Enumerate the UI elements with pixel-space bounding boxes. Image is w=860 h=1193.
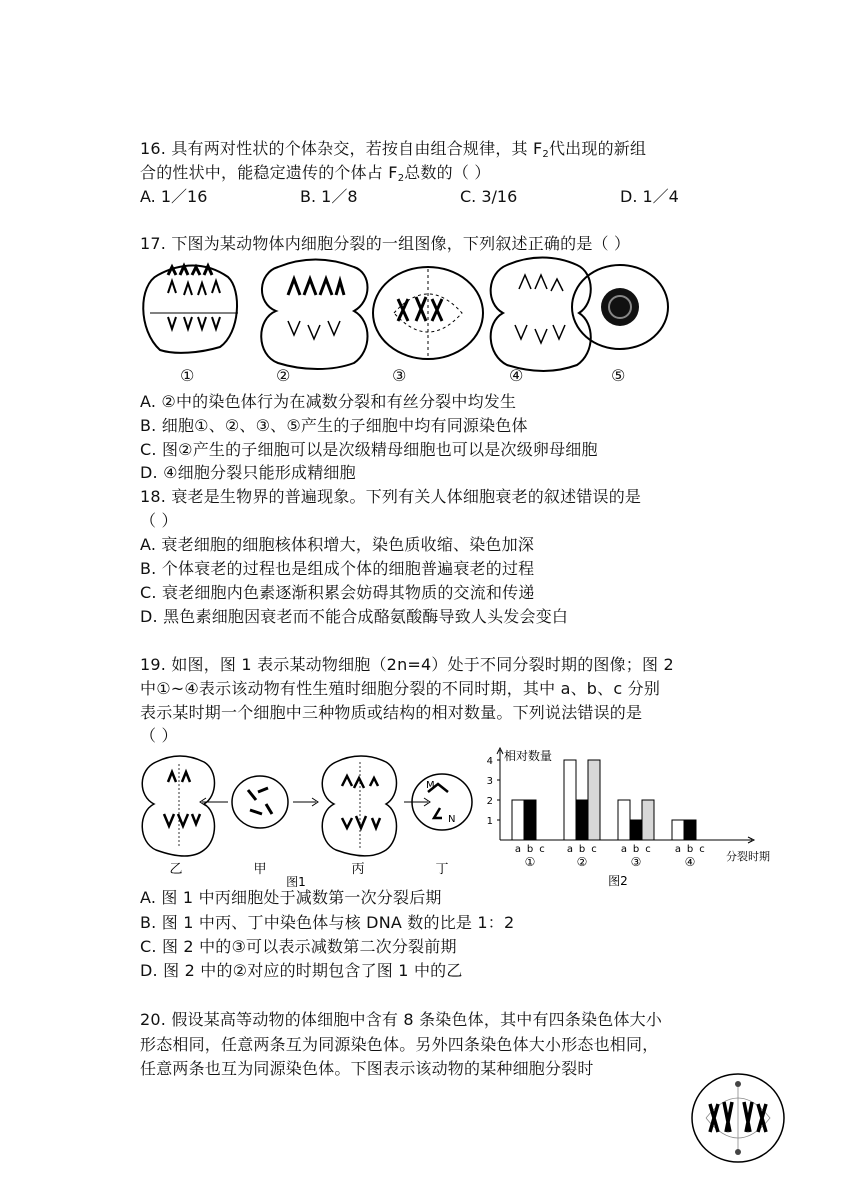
q17-option-b: B. 细胞①、②、③、⑤产生的子细胞中均有同源染色体 bbox=[140, 416, 528, 435]
q18-option-c: C. 衰老细胞内色素逐渐积累会妨碍其物质的交流和传递 bbox=[140, 583, 535, 602]
q16-line-1: 16. 具有两对性状的个体杂交，若按自由组合规律，其 $F_2$代出现的新组 bbox=[140, 139, 647, 160]
cell-label-jia: 甲 bbox=[253, 862, 267, 877]
q16-option-d: D. 1／4 bbox=[620, 187, 679, 206]
category-label-4: ④ bbox=[684, 855, 696, 869]
q18-stem-2: （ ） bbox=[140, 511, 178, 530]
category-label-2: ② bbox=[576, 855, 588, 869]
subcategory-label-c-2: c bbox=[591, 844, 597, 855]
subcategory-label-b-1: b bbox=[526, 844, 534, 855]
q20-cell-figure bbox=[688, 1068, 788, 1168]
bar-b-3 bbox=[630, 820, 642, 840]
q19-stem-1: 19. 如图，图 1 表示某动物细胞（2n=4）处于不同分裂时期的图像；图 2 bbox=[140, 655, 674, 674]
subcategory-label-a-1: a bbox=[514, 844, 522, 855]
chart-xlabel: 分裂时期 bbox=[726, 850, 770, 863]
subcategory-label-a-2: a bbox=[566, 844, 574, 855]
q20-line-1: 20. 假设某高等动物的体细胞中含有 8 条染色体，其中有四条染色体大小 bbox=[140, 1010, 663, 1029]
q19-stem-4: （ ） bbox=[140, 726, 178, 745]
bar-a-4 bbox=[672, 820, 684, 840]
cell-yi-image bbox=[142, 756, 214, 856]
q18-stem-1: 18. 衰老是生物界的普遍现象。下列有关人体细胞衰老的叙述错误的是 bbox=[140, 487, 642, 506]
bar-a-1 bbox=[512, 800, 524, 840]
category-label-3: ③ bbox=[630, 855, 642, 869]
bar-b-1 bbox=[524, 800, 536, 840]
bar-c-2 bbox=[588, 760, 600, 840]
cell-4-image bbox=[491, 258, 591, 372]
q17-stem: 17. 下图为某动物体内细胞分裂的一组图像，下列叙述正确的是（ ） bbox=[140, 234, 631, 253]
cell-1-image bbox=[143, 266, 238, 353]
chart-ylabel: 相对数量 bbox=[504, 749, 553, 763]
cell-label-1: ① bbox=[180, 366, 195, 385]
mark-n: N bbox=[448, 814, 456, 825]
q17-option-c: C. 图②产生的子细胞可以是次级精母细胞也可以是次级卵母细胞 bbox=[140, 440, 598, 459]
cell-label-5: ⑤ bbox=[611, 366, 626, 385]
bar-a-2 bbox=[564, 760, 576, 840]
q19-option-b: B. 图 1 中丙、丁中染色体与核 DNA 数的比是 1：2 bbox=[140, 913, 515, 932]
cell-2-image bbox=[261, 260, 367, 370]
mark-m: M bbox=[426, 780, 435, 791]
cell-label-yi: 乙 bbox=[169, 862, 183, 877]
q20-line-2: 形态相同，任意两条互为同源染色体。另外四条染色体大小形态也相同， bbox=[140, 1035, 659, 1054]
bar-b-4 bbox=[684, 820, 696, 840]
y-tick-label-2: 2 bbox=[486, 796, 493, 807]
q19-stem-3: 表示某时期一个细胞中三种物质或结构的相对数量。下列说法错误的是 bbox=[140, 703, 643, 722]
bar-b-2 bbox=[576, 800, 588, 840]
q19-figure-2-chart bbox=[480, 742, 780, 892]
subcategory-label-b-4: b bbox=[686, 844, 694, 855]
q19-figure-1 bbox=[138, 752, 478, 887]
figure-1-caption: 图1 bbox=[286, 875, 306, 887]
q19-option-c: C. 图 2 中的③可以表示减数第二次分裂前期 bbox=[140, 937, 457, 956]
y-tick-label-3: 3 bbox=[486, 776, 493, 787]
q16-option-a: A. 1／16 bbox=[140, 187, 208, 206]
q18-option-b: B. 个体衰老的过程也是组成个体的细胞普遍衰老的过程 bbox=[140, 559, 535, 578]
category-label-1: ① bbox=[524, 855, 536, 869]
subcategory-label-c-1: c bbox=[539, 844, 545, 855]
bar-c-3 bbox=[642, 800, 654, 840]
q19-stem-2: 中①~④表示该动物有性生殖时细胞分裂的不同时期，其中 a、b、c 分别 bbox=[140, 679, 661, 698]
subcategory-label-c-3: c bbox=[645, 844, 651, 855]
subcategory-label-a-3: a bbox=[620, 844, 628, 855]
y-tick-label-1: 1 bbox=[486, 816, 493, 827]
subcategory-label-b-2: b bbox=[578, 844, 586, 855]
q18-option-d: D. 黑色素细胞因衰老而不能合成酪氨酸酶导致人头发会变白 bbox=[140, 607, 569, 626]
bar-a-3 bbox=[618, 800, 630, 840]
q16-option-b: B. 1／8 bbox=[300, 187, 358, 206]
q16-line-2: 合的性状中，能稳定遗传的个体占 $F_2$总数的（ ） bbox=[140, 163, 491, 184]
cell-3-image bbox=[373, 267, 483, 359]
subcategory-label-a-4: a bbox=[674, 844, 682, 855]
q16-option-c: C. 3/16 bbox=[460, 187, 518, 206]
q18-option-a: A. 衰老细胞的细胞核体积增大，染色质收缩、染色加深 bbox=[140, 535, 535, 554]
q19-option-d: D. 图 2 中的②对应的时期包含了图 1 中的乙 bbox=[140, 961, 463, 980]
cell-label-2: ② bbox=[276, 366, 291, 385]
q17-option-a: A. ②中的染色体行为在减数分裂和有丝分裂中均发生 bbox=[140, 392, 517, 411]
y-tick-label-4: 4 bbox=[486, 756, 493, 767]
subcategory-label-c-4: c bbox=[699, 844, 705, 855]
cell-label-ding: 丁 bbox=[435, 862, 449, 877]
subcategory-label-b-3: b bbox=[632, 844, 640, 855]
cell-bing-image bbox=[322, 756, 396, 856]
cell-label-3: ③ bbox=[392, 366, 407, 385]
cell-jia-image bbox=[232, 776, 288, 828]
q20-line-3: 任意两条也互为同源染色体。下图表示该动物的某种细胞分裂时 bbox=[140, 1059, 594, 1078]
cell-label-4: ④ bbox=[509, 366, 524, 385]
cell-label-bing: 丙 bbox=[351, 862, 365, 877]
figure-2-caption: 图2 bbox=[608, 874, 628, 888]
q17-option-d: D. ④细胞分裂只能形成精细胞 bbox=[140, 463, 356, 482]
q19-option-a: A. 图 1 中丙细胞处于减数第一次分裂后期 bbox=[140, 888, 442, 907]
